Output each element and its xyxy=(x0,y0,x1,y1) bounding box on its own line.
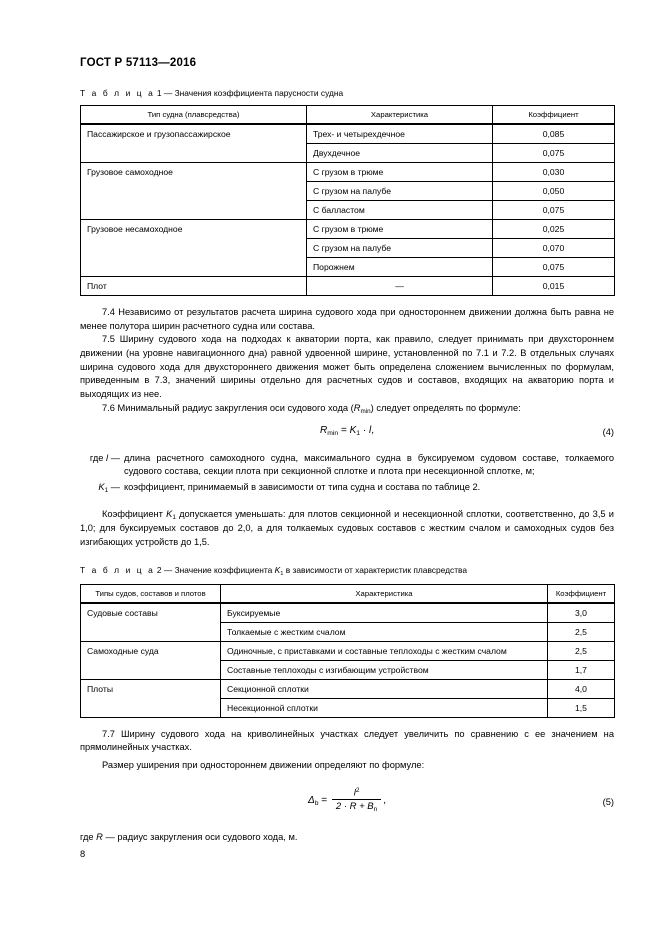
table1-caption-number: 1 xyxy=(156,88,162,98)
note-k1-text-before: Коэффициент xyxy=(102,508,163,519)
table-row xyxy=(81,276,615,295)
table1-caption-label: Т а б л и ц а xyxy=(80,88,155,98)
table2-cell-coefficient: 2,5 xyxy=(548,641,615,660)
table1-cell-characteristic: Трех- и четырехдечное xyxy=(307,124,493,144)
table2-caption-text-after: в зависимости от характеристик плавсредства xyxy=(285,564,468,575)
table2-caption-label: Т а б л и ц а xyxy=(80,564,155,575)
formula-4-lhs-subscript: min xyxy=(327,430,339,437)
where-item-k1-label xyxy=(80,481,120,495)
clause-7-6-symbol: R xyxy=(353,402,361,413)
table1-col-header-type: Тип судна (плавсредства) xyxy=(81,105,307,124)
clause-7-6-text-after: ) следует определять по формуле: xyxy=(370,402,521,413)
formula-5-row xyxy=(80,787,614,821)
clause-7-4: 7.4 Независимо от результатов расчета ширина судового хода при одностороннем движении должна быть равна не менее полутора ширин расчетного судна или состава. xyxy=(80,306,614,331)
table2-header-row xyxy=(81,584,615,603)
table1-cell-type xyxy=(81,181,307,200)
table2-caption-number: 2 xyxy=(156,564,162,575)
table1-cell-type: Пассажирское и грузопассажирское xyxy=(81,124,307,144)
formula-5-denominator xyxy=(332,800,381,813)
table1-caption-text: Значения коэффициента парусности судна xyxy=(174,88,344,98)
formula-5-denominator-text: 2 · R + B xyxy=(335,801,374,813)
where-prefix: где xyxy=(89,452,104,463)
clause-group-74-75 xyxy=(80,306,614,402)
table1-cell-coefficient: 0,075 xyxy=(493,143,615,162)
formula-4-row xyxy=(80,425,614,443)
table2-cell-coefficient: 1,5 xyxy=(548,698,615,717)
table2-cell-coefficient: 1,7 xyxy=(548,660,615,679)
table-row xyxy=(81,200,615,219)
table1-cell-characteristic: — xyxy=(307,276,493,295)
formula-4-operator: · xyxy=(362,424,367,436)
formula-5-expression xyxy=(80,787,614,813)
table2-col-header-type: Типы судов, составов и плотов xyxy=(81,584,221,603)
note-k1-symbol: K xyxy=(166,508,173,519)
note-k1-subscript: 1 xyxy=(172,513,176,521)
table1-cell-characteristic: Порожнем xyxy=(307,257,493,276)
table1-col-header-coefficient: Коэффициент xyxy=(493,105,615,124)
table1-body xyxy=(81,124,615,296)
table2-cell-characteristic: Толкаемые с жестким счалом xyxy=(221,622,548,641)
where-item-l-text: длина расчетного самоходного судна, максимального судна в буксируемом судовом составе, толкаемого судового состава, секции плота при секционной сплотке и плота при несекционной сплотке, м; xyxy=(124,452,614,477)
table1-cell-type: Грузовое самоходное xyxy=(81,162,307,181)
formula-5-numerator-variable: l xyxy=(353,787,356,799)
table1-cell-coefficient: 0,015 xyxy=(493,276,615,295)
formula-4-equals: = xyxy=(340,424,347,436)
table2-cell-type: Судовые составы xyxy=(81,603,221,623)
table2-cell-characteristic: Буксируемые xyxy=(221,603,548,623)
table2-col-header-characteristic: Характеристика xyxy=(221,584,548,603)
table2-cell-characteristic: Секционной сплотки xyxy=(221,679,548,698)
clause-7-6-symbol-subscript: min xyxy=(360,407,371,415)
formula-5-lhs-symbol: Δ xyxy=(307,794,315,806)
note-coefficient-k1 xyxy=(80,508,614,550)
formula-5-lhs-subscript: b xyxy=(314,799,319,807)
table2-cell-type xyxy=(81,698,221,717)
table-vessel-windage-coefficients xyxy=(80,105,615,296)
table1-cell-characteristic: С грузом в трюме xyxy=(307,219,493,238)
where-item-k1-subscript: 1 xyxy=(104,486,109,494)
table-row xyxy=(81,660,615,679)
standard-header: ГОСТ Р 57113—2016 xyxy=(80,57,197,69)
where-item-k1-text: коэффициент, принимаемый в зависимости от типа судна и состава по таблице 2. xyxy=(124,481,481,492)
formula-5-equals: = xyxy=(321,794,328,806)
table2-col-header-coefficient: Коэффициент xyxy=(548,584,615,603)
where5-text: радиус закругления оси судового хода, м. xyxy=(117,831,298,842)
table1-cell-coefficient: 0,030 xyxy=(493,162,615,181)
where5-symbol: R xyxy=(96,831,103,842)
formula-4-number: (4) xyxy=(602,426,614,437)
table-row xyxy=(81,181,615,200)
table1-cell-type: Плот xyxy=(81,276,307,295)
table1-caption xyxy=(80,88,614,99)
formula-4-where-list xyxy=(80,452,614,495)
where5-dash: — xyxy=(105,831,115,842)
table2-cell-type xyxy=(81,660,221,679)
clause-7-6-text-before: 7.6 Минимальный радиус закругления оси судового хода ( xyxy=(102,402,354,413)
clause-7-5: 7.5 Ширину судового хода на подходах к акватории порта, как правило, следует принимать при двухстороннем движении (на уровне навигационного дна) равной удвоенной ширине, установленной по 7.1 и 7.2. В отдельных случаях ширина судового хода для двухстороннего движения может быть определена сложением вычисленных по формулам, приведенным в 7.3, значений ширины отдельно для расчетных судов и составов, входящих на акваторию порта и выходящих из нее. xyxy=(80,334,614,399)
formula-4-rhs-symbol: K xyxy=(349,424,357,436)
table1-cell-type xyxy=(81,143,307,162)
table-row xyxy=(81,143,615,162)
table2-caption-text-before: Значение коэффициента xyxy=(174,564,273,575)
table-row xyxy=(81,641,615,660)
table1-head xyxy=(81,105,615,124)
table2-caption-symbol-subscript: 1 xyxy=(280,570,284,577)
table-row xyxy=(81,257,615,276)
table1-cell-characteristic: С грузом на палубе xyxy=(307,238,493,257)
table2-cell-characteristic: Составные теплоходы с изгибающим устройством xyxy=(221,660,548,679)
clause-group-77 xyxy=(80,728,614,773)
table1-cell-characteristic: С балластом xyxy=(307,200,493,219)
table1-cell-type xyxy=(81,257,307,276)
table2-caption xyxy=(80,565,614,578)
table1-cell-type: Грузовое несамоходное xyxy=(81,219,307,238)
table1-col-header-characteristic: Характеристика xyxy=(307,105,493,124)
formula-4-trailing: , xyxy=(371,424,374,436)
where-item-k1-symbol: K xyxy=(98,481,105,492)
where-item-l-dash: — xyxy=(110,452,120,463)
table1-cell-type xyxy=(81,238,307,257)
where5-prefix: где xyxy=(80,831,94,842)
formula-5-numerator xyxy=(332,787,381,800)
formula-5-denominator-subscript: n xyxy=(373,806,378,814)
clause-7-7-formula-intro: Размер уширения при одностороннем движении определяют по формуле: xyxy=(102,760,425,771)
table2-head xyxy=(81,584,615,603)
table2-body xyxy=(81,603,615,718)
table1-cell-characteristic: С грузом на палубе xyxy=(307,181,493,200)
formula-5-numerator-exponent: 2 xyxy=(355,786,360,794)
table-row xyxy=(81,219,615,238)
table2-cell-type: Самоходные суда xyxy=(81,641,221,660)
table1-cell-characteristic: Двухдечное xyxy=(307,143,493,162)
table-row xyxy=(81,679,615,698)
formula-5-where xyxy=(80,831,614,845)
where-item-l xyxy=(80,452,614,479)
formula-5-number: (5) xyxy=(602,796,614,807)
table1-cell-type xyxy=(81,200,307,219)
table2-cell-type: Плоты xyxy=(81,679,221,698)
table1-cell-coefficient: 0,075 xyxy=(493,257,615,276)
formula-4-rhs-variable: l xyxy=(368,424,372,436)
table2-caption-symbol: K xyxy=(274,564,281,575)
table-row xyxy=(81,622,615,641)
note-k1-text-after: допускается уменьшать: для плотов секционной и несекционной сплотки, соответственно, до 3,5 и 1,0; для буксируемых составов до 2,0, а для толкаемых судовых составов с жестким счалом и самоходных судов без изгибающих устройств до 1,5. xyxy=(80,508,614,547)
formula-4-expression xyxy=(80,425,614,437)
table-row xyxy=(81,124,615,144)
table2-cell-type xyxy=(81,622,221,641)
formula-5-fraction xyxy=(332,787,381,813)
table-row xyxy=(81,698,615,717)
where-item-k1 xyxy=(80,481,614,495)
table1-cell-coefficient: 0,025 xyxy=(493,219,615,238)
table1-cell-coefficient: 0,075 xyxy=(493,200,615,219)
table2-cell-characteristic: Несекционной сплотки xyxy=(221,698,548,717)
formula-4-lhs-symbol: R xyxy=(320,424,328,436)
table1-cell-characteristic: С грузом в трюме xyxy=(307,162,493,181)
page-number: 8 xyxy=(80,849,86,859)
table2-caption-dash: — xyxy=(163,564,173,575)
table1-cell-coefficient: 0,085 xyxy=(493,124,615,144)
table2-cell-coefficient: 3,0 xyxy=(548,603,615,623)
table1-cell-coefficient: 0,070 xyxy=(493,238,615,257)
table-k1-coefficient-values xyxy=(80,584,615,718)
table-row xyxy=(81,162,615,181)
table1-cell-coefficient: 0,050 xyxy=(493,181,615,200)
where-item-k1-dash: — xyxy=(110,481,120,492)
clause-7-6 xyxy=(80,402,614,416)
table-row xyxy=(81,238,615,257)
where-item-l-label xyxy=(80,452,120,465)
clause-7-7: 7.7 Ширину судового хода на криволинейных участках следует увеличить по сравнению с ее значением на прямолинейных участках. xyxy=(80,728,614,753)
where-item-l-symbol: l xyxy=(106,452,109,463)
table-row xyxy=(81,603,615,623)
formula-5-trailing: , xyxy=(383,794,387,806)
table1-header-row xyxy=(81,105,615,124)
page-content xyxy=(80,88,614,844)
formula-4-rhs-subscript: 1 xyxy=(356,430,361,437)
table2-cell-characteristic: Одиночные, с приставками и составные теплоходы с жестким счалом xyxy=(221,641,548,660)
table2-cell-coefficient: 4,0 xyxy=(548,679,615,698)
table2-cell-coefficient: 2,5 xyxy=(548,622,615,641)
table1-caption-dash: — xyxy=(163,88,173,98)
